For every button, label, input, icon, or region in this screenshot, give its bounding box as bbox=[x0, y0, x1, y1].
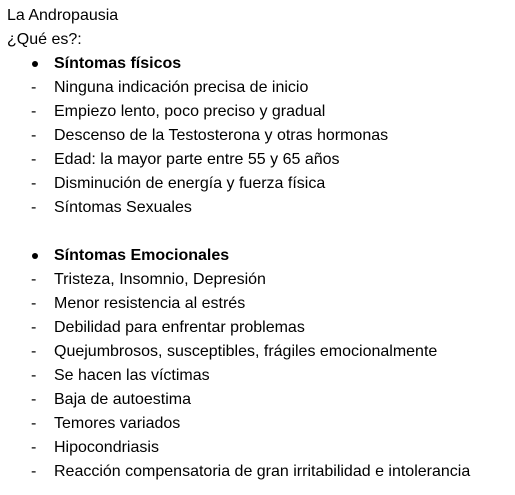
list-item-text: Se hacen las víctimas bbox=[54, 367, 210, 384]
dash-marker: - bbox=[31, 127, 37, 144]
dash-marker: - bbox=[31, 463, 37, 480]
list-item-text: Síntomas Sexuales bbox=[54, 199, 192, 216]
list-item bbox=[7, 76, 515, 100]
list-item bbox=[7, 316, 515, 340]
section-heading-emotional bbox=[7, 244, 515, 268]
list-item-text: Quejumbrosos, susceptibles, frágiles emocionalmente bbox=[54, 343, 438, 360]
list-item bbox=[7, 124, 515, 148]
bullet-icon bbox=[32, 253, 38, 259]
question-line: ¿Qué es?: bbox=[7, 31, 82, 48]
list-item bbox=[7, 460, 515, 484]
dash-marker: - bbox=[31, 271, 37, 288]
dash-marker: - bbox=[31, 367, 37, 384]
list-item-text: Edad: la mayor parte entre 55 y 65 años bbox=[54, 151, 340, 168]
list-item bbox=[7, 364, 515, 388]
document-title: La Andropausia bbox=[7, 7, 119, 24]
list-item-text: Descenso de la Testosterona y otras hormonas bbox=[54, 127, 389, 144]
list-item bbox=[7, 436, 515, 460]
list-item bbox=[7, 148, 515, 172]
list-item bbox=[7, 100, 515, 124]
list-item bbox=[7, 172, 515, 196]
list-item-text: Disminución de energía y fuerza física bbox=[54, 175, 326, 192]
dash-marker: - bbox=[31, 295, 37, 312]
section-heading-physical bbox=[7, 52, 515, 76]
dash-marker: - bbox=[31, 175, 37, 192]
section-label: Síntomas Emocionales bbox=[54, 247, 230, 264]
list-item-text: Reacción compensatoria de gran irritabilidad e intolerancia bbox=[54, 463, 471, 480]
list-item-text: Hipocondriasis bbox=[54, 439, 159, 456]
section-label: Síntomas físicos bbox=[54, 55, 182, 72]
dash-marker: - bbox=[31, 199, 37, 216]
dash-marker: - bbox=[31, 103, 37, 120]
dash-marker: - bbox=[31, 439, 37, 456]
list-item bbox=[7, 412, 515, 436]
list-item-text: Temores variados bbox=[54, 415, 181, 432]
dash-marker: - bbox=[31, 343, 37, 360]
bullet-icon bbox=[32, 61, 38, 67]
list-item bbox=[7, 292, 515, 316]
list-item-text: Tristeza, Insomnio, Depresión bbox=[54, 271, 266, 288]
dash-marker: - bbox=[31, 319, 37, 336]
dash-marker: - bbox=[31, 79, 37, 96]
list-item-text: Empiezo lento, poco preciso y gradual bbox=[54, 103, 326, 120]
list-item bbox=[7, 196, 515, 220]
list-item-text: Menor resistencia al estrés bbox=[54, 295, 246, 312]
dash-marker: - bbox=[31, 415, 37, 432]
list-item bbox=[7, 268, 515, 292]
section-spacer bbox=[7, 220, 515, 244]
list-item bbox=[7, 388, 515, 412]
list-item bbox=[7, 340, 515, 364]
list-item-text: Baja de autoestima bbox=[54, 391, 191, 408]
list-item-text: Ninguna indicación precisa de inicio bbox=[54, 79, 309, 96]
dash-marker: - bbox=[31, 391, 37, 408]
list-item-text: Debilidad para enfrentar problemas bbox=[54, 319, 305, 336]
dash-marker: - bbox=[31, 151, 37, 168]
